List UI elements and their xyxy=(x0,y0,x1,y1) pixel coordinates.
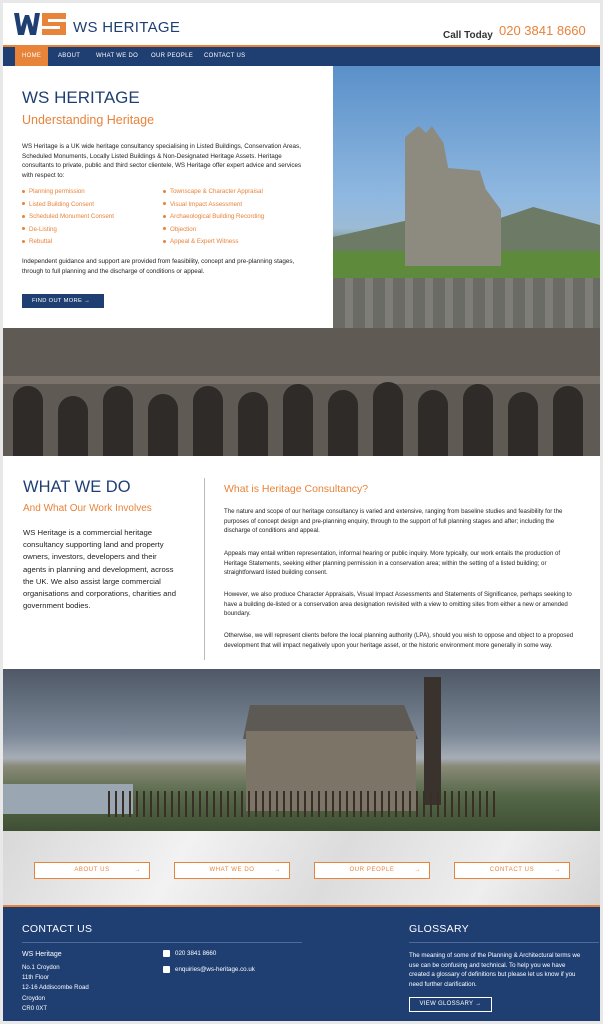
glossary-text: The meaning of some of the Planning & Architectural terms we use can be confusing and technical. To help you we have created a glossary of definitions but please let us know if you need further clarification. xyxy=(409,952,581,988)
service-item[interactable]: Rebuttal xyxy=(22,238,52,245)
footer-divider xyxy=(409,942,599,943)
chimney-shape xyxy=(424,677,441,805)
consultancy-paragraph: The nature and scope of our heritage consultancy is varied and extensive, ranging from baseline studies and feasibility for the purposes of concept design and pre-planning enquiry, through to the support of full planning stages and after; including the discharge of conditions and appeal. xyxy=(224,508,563,535)
section-divider xyxy=(204,478,205,660)
brand-name[interactable]: WS HERITAGE xyxy=(73,19,181,36)
heritage-consultancy-title: What is Heritage Consultancy? xyxy=(224,483,369,495)
contact-us-label: CONTACT US xyxy=(489,867,535,873)
nav-contact-us[interactable]: CONTACT US xyxy=(204,53,246,59)
nav-our-people[interactable]: OUR PEOPLE xyxy=(151,53,194,59)
hero-title: WS HERITAGE xyxy=(22,88,140,107)
hero-intro: WS Heritage is a UK wide heritage consultancy specialising in Listed Buildings, Conservation Areas, Scheduled Monuments, Locally Listed Buildings & Non-Designated Heritage Assets. Heritage consultants to private, public and third sector clientele, WS Heritage offer expert advice and services with respect to: xyxy=(22,143,302,179)
nav-about[interactable]: ABOUT xyxy=(58,53,81,59)
view-glossary-button[interactable]: VIEW GLOSSARY → xyxy=(409,997,492,1012)
service-item[interactable]: Visual Impact Assessment xyxy=(163,201,242,208)
footer-phone-text: 020 3841 8660 xyxy=(175,950,217,958)
quick-links-band xyxy=(3,831,600,905)
main-nav xyxy=(3,47,600,66)
service-item[interactable]: Archaeological Building Recording xyxy=(163,213,264,220)
phone-icon xyxy=(163,950,170,957)
service-item[interactable]: Listed Building Consent xyxy=(22,201,94,208)
service-item[interactable]: Objection xyxy=(163,226,196,233)
consultancy-paragraph: Appeals may entail written representation, informal hearing or public inquiry. More typically, our work entails the production of Heritage Statements, seeking either planning permission in a conservation area; within the setting of a listed building; or straightforward listed building consent. xyxy=(224,550,561,577)
service-item[interactable]: Scheduled Monument Consent xyxy=(22,213,114,220)
hero-card xyxy=(3,66,333,328)
ws-logo[interactable] xyxy=(13,11,67,37)
arrow-right-icon: → xyxy=(274,867,281,873)
fence-shape xyxy=(108,791,498,817)
address-line: 11th Floor xyxy=(22,974,49,982)
service-item[interactable]: Townscape & Character Appraisal xyxy=(163,188,263,195)
address-line: CR0 0XT xyxy=(22,1004,48,1012)
what-we-do-label: WHAT WE DO xyxy=(209,867,255,873)
arrow-right-icon: → xyxy=(134,867,141,873)
castle-ruin-image xyxy=(333,66,600,328)
about-us-label: ABOUT US xyxy=(74,867,110,873)
find-out-more-button[interactable]: FIND OUT MORE → xyxy=(22,294,104,308)
arrow-right-icon: → xyxy=(414,867,421,873)
nav-home[interactable]: HOME xyxy=(15,47,48,66)
our-people-label: OUR PEOPLE xyxy=(349,867,395,873)
consultancy-paragraph: However, we also produce Character Appraisals, Visual Impact Assessments and Statements of Significance, perhaps seeking to have a building de-listed or a conservation area designation revisited with a view to omitting sites from either a new or amended boundary. xyxy=(224,591,572,618)
email-icon xyxy=(163,966,170,973)
hero-subtitle: Understanding Heritage xyxy=(22,113,155,127)
hero-outro: Independent guidance and support are provided from feasibility, concept and pre-planning stages, through to full planning and the discharge of conditions or appeal. xyxy=(22,258,295,275)
header-phone-link[interactable]: 020 3841 8660 xyxy=(499,23,586,38)
service-item[interactable]: Appeal & Expert Witness xyxy=(163,238,238,245)
stone-wall-shape xyxy=(333,278,600,328)
footer-contact-title: CONTACT US xyxy=(22,923,93,935)
footer-company-name: WS Heritage xyxy=(22,951,62,958)
site-header xyxy=(3,3,600,45)
footer-email-text: enquiries@ws-heritage.co.uk xyxy=(175,966,255,974)
contact-us-button[interactable] xyxy=(454,862,570,879)
address-line: 12-16 Addiscombe Road xyxy=(22,984,89,992)
service-item[interactable]: De-Listing xyxy=(22,226,57,233)
footer-divider xyxy=(22,942,302,943)
footer-address xyxy=(22,963,89,1014)
footer-email[interactable] xyxy=(163,966,255,973)
abbey-arches-image xyxy=(3,328,600,456)
site-footer xyxy=(3,905,600,1021)
what-we-do-subtitle: And What Our Work Involves xyxy=(23,503,152,514)
our-people-button[interactable] xyxy=(314,862,430,879)
castle-tower-shape xyxy=(405,126,501,266)
what-we-do-text: WS Heritage is a commercial heritage consultancy supporting land and property owners, investors, developers and their agents in planning and development, across the UK. We also assist large commercial organisations and corporations, charities and government bodies. xyxy=(23,528,176,611)
nav-what-we-do[interactable]: WHAT WE DO xyxy=(96,53,139,59)
footer-glossary-title: GLOSSARY xyxy=(409,923,469,935)
address-line: No.1 Croydon xyxy=(22,964,60,971)
consultancy-paragraph: Otherwise, we will represent clients before the local planning authority (LPA), should you wish to oppose and object to a proposed development that will impact negatively upon your heritage asset, or the historic environment more generally in some way. xyxy=(224,632,574,649)
page xyxy=(3,3,600,1021)
what-we-do-button[interactable] xyxy=(174,862,290,879)
cottage-image xyxy=(3,669,600,831)
hero-section xyxy=(3,66,600,328)
about-us-button[interactable] xyxy=(34,862,150,879)
address-line: Croydon xyxy=(22,994,46,1002)
arches-band xyxy=(3,376,600,384)
footer-phone[interactable] xyxy=(163,950,216,957)
what-we-do-section xyxy=(3,456,600,669)
service-item[interactable]: Planning permission xyxy=(22,188,85,195)
what-we-do-title: WHAT WE DO xyxy=(23,478,131,496)
arrow-right-icon: → xyxy=(554,867,561,873)
call-today-label: Call Today xyxy=(443,30,493,41)
